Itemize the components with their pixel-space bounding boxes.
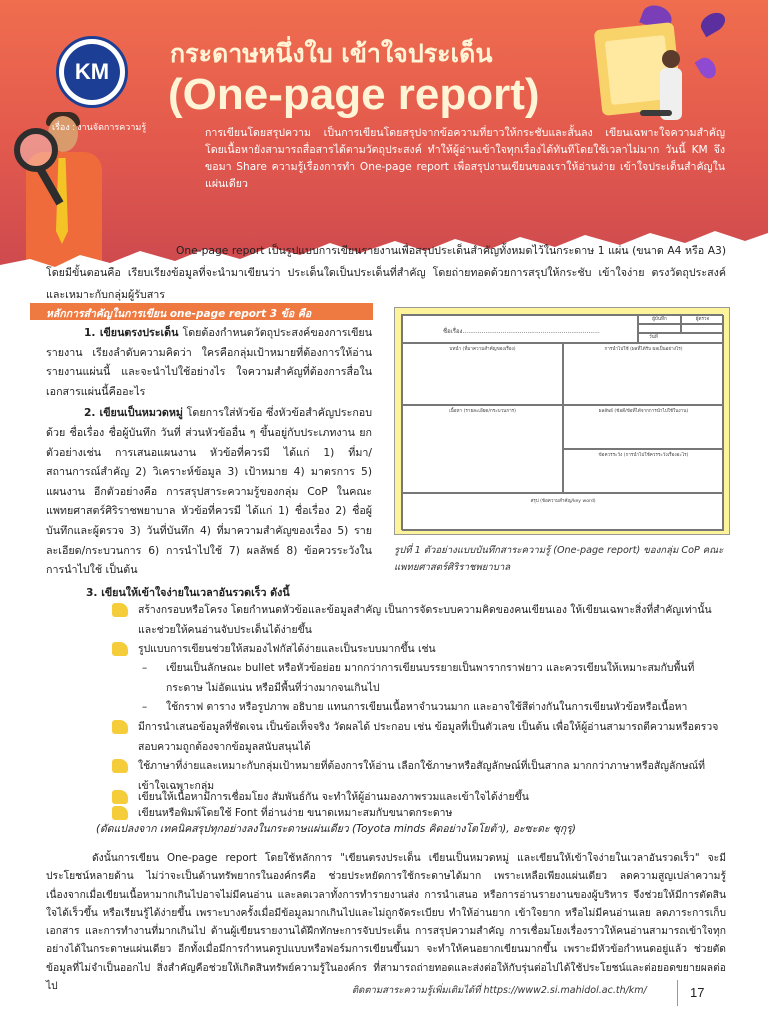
- principles-column: [46, 323, 372, 582]
- page-title: กระดาษหนึ่งใบ เข้าใจประเด็น: [170, 39, 493, 68]
- principle-2-title: 2. เขียนเป็นหมวดหมู่: [84, 406, 183, 420]
- bullet-item: มีการนำเสนอข้อมูลที่ชัดเจน เป็นข้อเท็จจริง วัดผลได้ ประกอบ เช่น ข้อมูลที่เป็นตัวเลข เป็นต้น เพื่อให้ผู้อ่านสามารถตีความหรือตรวจสอบความถูกต้องจากข้อมูลสนับสนุนได้: [116, 718, 728, 757]
- form-frame: [401, 314, 723, 530]
- bullet-item: เขียนหรือพิมพ์โดยใช้ Font ที่อ่านง่าย ขนาดเหมาะสมกับขนาดกระดาษ: [116, 804, 728, 824]
- source-quote: (ดัดแปลงจาก เทคนิคสรุปทุกอย่างลงในกระดาษแผ่นเดียว (Toyota minds คิดอย่างโตโยต้า), อะซะดะ ซุกุรุ): [96, 823, 576, 835]
- dash-marker: –: [142, 701, 148, 713]
- chair-illustration: [640, 110, 672, 116]
- conclusion-paragraph: ดังนั้นการเขียน One-page report โดยใช้หลักการ "เขียนตรงประเด็น เขียนเป็นหมวดหมู่ และเขียนให้เข้าใจง่ายในเวลาอันรวดเร็ว" จะมีประโยชน์หลายด้าน ไม่ว่าจะเป็นด้านทรัพยากรในองค์กรคือ ช่วยประหยัดการใช้กระดาษได้มาก เพราะเหลือเพียงแผ่นเดียว ลดความสูญเปล่าความรู้ เนื่องจากเมื่อเขียนเนื้อหามากเกินไปอาจไม่มีคนอ่าน และลดเวลาทั้งการทำรายงานส่ง การนำเสนอ หรือการอ่านรายงานของผู้บริหาร จึงช่วยให้มีการตัดสินใจได้เร็วขึ้น หรือเรียนรู้ได้ง่ายขึ้น เพราะบางครั้งเมื่อมีข้อมูลมากเกินไปและไม่ถูกจัดระเบียบ ทำให้อ่านยาก เข้าใจยาก หรือไม่มีคนอ่านเลย ลดภาระการเก็บเอกสาร และการทำงานที่มากเกินไป ด้านผู้เขียนรายงานได้ฝึกทักษะการจับประเด็น การสรุปความสำคัญ การเชื่อมโยงเรื่องราวให้คนอ่านสามารถเข้าใจทุกอย่างได้ในกระดาษแผ่นเดียว อีกทั้งเมื่อมีการกำหนดรูปแบบหรือฟอร์มการเขียนขึ้นมา จะทำให้คนอยากเขียนมากขึ้น เพราะมีหัวข้อกำหนดอยู่แล้ว ช่วยตัดข้อมูลที่ไม่จำเป็นออกไป สิ่งสำคัญคือช่วยให้เกิดสินทรัพย์ความรู้ในองค์กร ที่สามารถถ่ายทอดและส่งต่อให้กับรุ่นต่อไปได้ใช้ประโยชน์และต่อยอดขยายผลต่อไป: [46, 852, 726, 993]
- principle-1: [46, 323, 372, 401]
- page-subtitle: (One-page report): [168, 70, 540, 119]
- bullet-item: รูปแบบการเขียนช่วยให้สมองไฟกัสได้ง่ายและเป็นระบบมากขึ้น เช่น: [116, 640, 728, 660]
- principle-2-text: โดยการใส่หัวข้อ ซึ่งหัวข้อสำคัญประกอบด้วย ชื่อเรื่อง ชื่อผู้บันทึก วันที่ ส่วนหัวข้ออื่น ๆ ขึ้นอยู่กับประเภทงาน ยกตัวอย่างเช่น การเสนอแผนงาน หัวข้อที่ควรมี ได้แก่ 1) ที่มา/สถานการณ์สำคัญ 2) วิเคราะห์ข้อมูล 3) เป้าหมาย 4) มาตรการ 5) แผนงาน อีกตัวอย่างคือ การสรุปสาระความรู้ของกลุ่ม CoP ในคณะแพทยศาสตร์ศิริราชพยาบาล หัวข้อที่ควรมี ได้แก่ 1) ชื่อเรื่อง 2) ชื่อผู้บันทึกและผู้ตรวจ 3) วันที่บันทึก 4) ที่มาความสำคัญของเรื่อง 5) รายละเอียด/กระบวนการ 6) การนำไปใช้ 7) ผลลัพธ์ 8) ข้อควรระวังในการนำไปใช้ เป็นต้น: [46, 406, 372, 577]
- one-page-report-form-figure: [394, 307, 730, 535]
- topic-label: เรื่อง : งานจัดการความรู้: [52, 122, 147, 132]
- principle-1-title: 1. เขียนตรงประเด็น: [84, 326, 179, 339]
- pointing-hand-icon: [112, 759, 128, 773]
- form-recorder-value: [638, 324, 681, 333]
- lead-paragraph: One-page report เป็นรูปแบบการเขียนรายงานเพื่อสรุปประเด็นสำคัญทั้งหมดไว้ในกระดาษ 1 แผ่น (ขนาด A4 หรือ A3) โดยมีขั้นตอนคือ เรียบเรียงข้อมูลที่จะนำมาเขียนว่า ประเด็นใดเป็นประเด็นที่สำคัญ โดยถ่ายทอดด้วยการสรุปให้กระชับ เข้าใจง่าย ตรงวัตถุประสงค์ และเหมาะกับกลุ่มผู้รับสาร: [46, 244, 726, 301]
- form-cautions-box: ข้อควรระวัง (การนำไปใช้ควรระวังเรื่องอะไร): [563, 449, 724, 493]
- pointing-hand-icon: [112, 790, 128, 804]
- bullet-item: สร้างกรอบหรือโครง โดยกำหนดหัวข้อและข้อมูลสำคัญ เป็นการจัดระบบความคิดของคนเขียนเอง ให้เขียนเฉพาะสิ่งที่สำคัญเท่านั้น และช่วยให้คนอ่านจับประเด็นได้ง่ายขึ้น: [116, 601, 728, 640]
- magnifier-icon: [14, 128, 58, 172]
- form-reviewer-value: [681, 324, 724, 333]
- km-logo: [56, 36, 128, 108]
- form-results-box: ผลลัพธ์ (ข้อดี/ข้อที่ได้จากการนำไปใช้ในงาน): [563, 405, 724, 449]
- form-details-box: เนื้อหา (รายละเอียด/กระบวนการ): [402, 405, 563, 493]
- pointing-hand-icon: [112, 806, 128, 820]
- principles-header: หลักการสำคัญในการเขียน one-page report 3 ข้อ คือ: [30, 303, 373, 320]
- dash-marker: –: [142, 662, 148, 674]
- figure-caption: รูปที่ 1 ตัวอย่างแบบบันทึกสาระความรู้ (One-page report) ของกลุ่ม CoP คณะแพทยศาสตร์ศิริราชพยาบาล: [394, 545, 724, 573]
- form-application-box: การนำไปใช้ (ผลที่ได้รับ ผลเป็นอย่างไร): [563, 343, 724, 405]
- pointing-hand-icon: [112, 642, 128, 656]
- pointing-hand-icon: [112, 603, 128, 617]
- intro-paragraph: การเขียนโดยสรุปความ เป็นการเขียนโดยสรุปจากข้อความที่ยาวให้กระชับและสั้นลง เขียนเฉพาะใจความสำคัญโดยเนื้อหายังสามารถสื่อสารได้ตามวัตถุประสงค์ ทำให้ผู้อ่านเข้าใจทุกเรื่องได้ทันทีโดยใช้เวลาไม่มาก วันนี้ KM จึงขอมา Share ความรู้เรื่องการทำ One-page report เพื่อสรุปงานเขียนของเราให้อ่านง่าย เข้าใจประเด็นสำคัญในแผ่นเดียว: [205, 127, 725, 190]
- form-recorder: ผู้บันทึก: [638, 315, 681, 324]
- footer-link-text: ติดตามสาระความรู้เพิ่มเติมได้ที่ https://www2.si.mahidol.ac.th/km/: [352, 985, 647, 996]
- footer-divider: [677, 980, 678, 1006]
- plant-leaf-illustration: [695, 54, 720, 81]
- pointing-hand-icon: [112, 720, 128, 734]
- form-background-box: บทนำ (ที่มาความสำคัญของเรื่อง): [402, 343, 563, 405]
- bullet-item: ใช้ภาษาที่ง่ายและเหมาะกับกลุ่มเป้าหมายที่ต้องการให้อ่าน เลือกใช้ภาษาหรือสัญลักษณ์ที่เป็นสากล มากกว่าภาษาหรือสัญลักษณ์ที่เข้าใจเฉพาะกลุ่ม: [116, 757, 728, 796]
- form-title-field: ชื่อเรื่อง........................................................................: [402, 315, 638, 343]
- sub-bullet-item: – เขียนเป็นลักษณะ bullet หรือหัวข้อย่อย มากกว่าการเขียนบรรยายเป็นพารากราฟยาว และควรเขียนให้เหมาะสมกับพื้นที่กระดาษ ไม่อัดแน่น หรือมีพื้นที่ว่างมากจนเกินไป: [116, 659, 728, 698]
- principle-1-text: โดยต้องกำหนดวัตถุประสงค์ของการเขียนรายงาน เรียงลำดับความคิดว่า ใครคือกลุ่มเป้าหมายที่ต้องการให้อ่านรายงานแผ่นนี้ และจะนำไปใช้อย่างไร ใจความสำคัญที่ต้องการสื่อในเอกสารแผ่นนี้คืออะไร: [46, 326, 372, 398]
- principle-2: [46, 403, 372, 579]
- form-summary-box: สรุป (ข้อความสำคัญ/key word): [402, 493, 724, 531]
- bullet-item: เขียนให้เนื้อหามีการเชื่อมโยง สัมพันธ์กัน จะทำให้ผู้อ่านมองภาพรวมและเข้าใจได้ง่ายขึ้น: [116, 788, 728, 808]
- plant-leaf-illustration: [697, 9, 729, 38]
- form-reviewer: ผู้ตรวจ: [681, 315, 724, 324]
- person-illustration-head: [662, 50, 680, 68]
- sub-bullet-item: – ใช้กราฟ ตาราง หรือรูปภาพ อธิบาย แทนการเขียนเนื้อหาจำนวนมาก และอาจใช้สีต่างกันในการเขียนหัวข้อหรือเนื้อหา: [116, 698, 728, 718]
- page-number: 17: [690, 985, 705, 1000]
- form-date: วันที่: [638, 333, 724, 343]
- km-logo-text: KM: [64, 44, 120, 100]
- principle-3-title: 3. เขียนให้เข้าใจง่ายในเวลาอันรวดเร็ว ดังนี้: [86, 586, 290, 599]
